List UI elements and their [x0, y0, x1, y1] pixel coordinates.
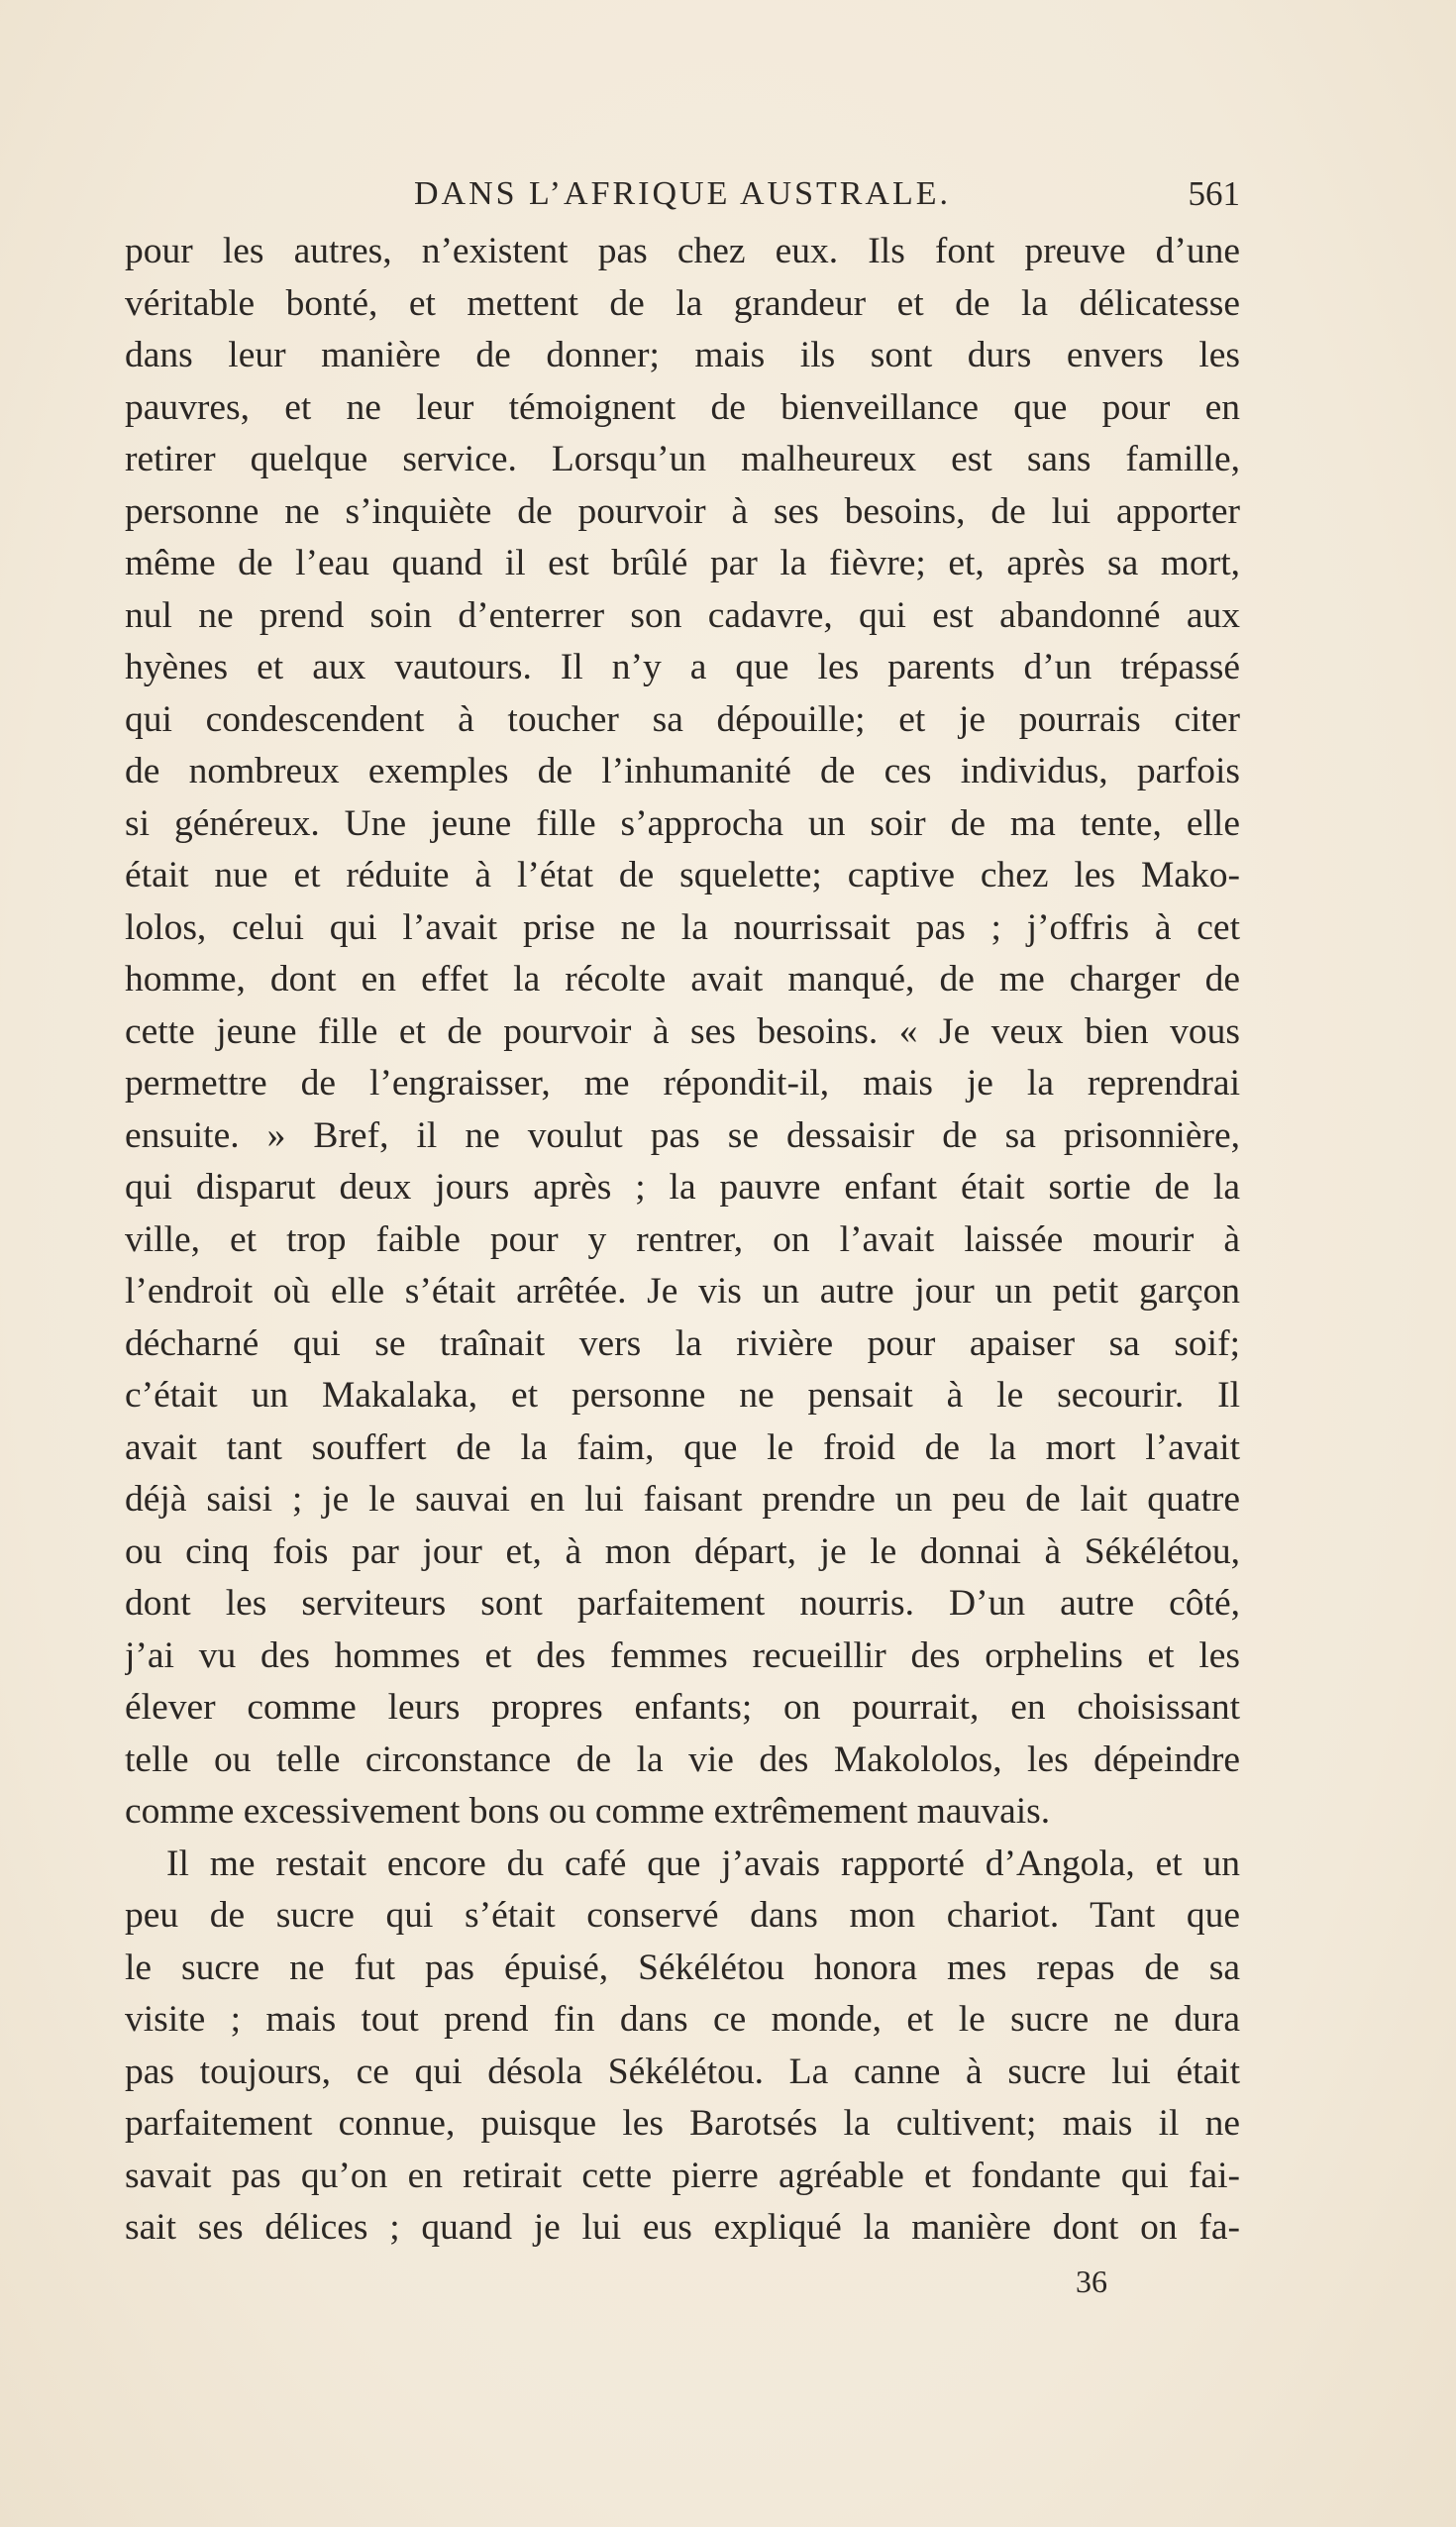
text-line: ville, et trop faible pour y rentrer, on l’avait laissée mourir à — [125, 1218, 1240, 1260]
text-line: retirer quelque service. Lorsqu’un malheureux est sans famille, — [125, 439, 1240, 479]
text-line: personne ne s’inquiète de pourvoir à ses besoins, de lui apporter — [125, 490, 1240, 532]
text-line: visite ; mais tout prend fin dans ce monde, et le sucre ne dura — [125, 1999, 1240, 2040]
text-line: dont les serviteurs sont parfaitement nourris. D’un autre côté, — [125, 1583, 1240, 1624]
text-line: parfaitement connue, puisque les Barotsés la cultivent; mais il ne — [125, 2103, 1240, 2144]
text-line: avait tant souffert de la faim, que le froid de la mort l’avait — [125, 1426, 1240, 1468]
text-line: peu de sucre qui s’était conservé dans mon chariot. Tant que — [125, 1895, 1240, 1936]
text-line: était nue et réduite à l’état de squelette; captive chez les Mako- — [125, 855, 1240, 895]
text-line: véritable bonté, et mettent de la grandeur et de la délicatesse — [125, 282, 1240, 324]
body-text — [125, 226, 1240, 2255]
running-head — [125, 170, 1240, 218]
text-line: homme, dont en effet la récolte avait manqué, de me charger de — [125, 959, 1240, 1000]
text-line: qui disparut deux jours après ; la pauvre enfant était sortie de la — [125, 1167, 1240, 1208]
text-line: le sucre ne fut pas épuisé, Sékélétou honora mes repas de sa — [125, 1947, 1240, 1988]
text-line: ou cinq fois par jour et, à mon départ, je le donnai à Sékélétou, — [125, 1530, 1240, 1572]
page-number: 561 — [1188, 174, 1240, 213]
text-line: dans leur manière de donner; mais ils sont durs envers les — [125, 335, 1240, 375]
text-line: de nombreux exemples de l’inhumanité de ces individus, parfois — [125, 751, 1240, 791]
running-title: DANS L’AFRIQUE AUSTRALE. — [413, 175, 952, 212]
text-line: telle ou telle circonstance de la vie des Makololos, les dépeindre — [125, 1738, 1240, 1780]
text-line: élever comme leurs propres enfants; on pourrait, en choisissant — [125, 1687, 1240, 1728]
text-line: qui condescendent à toucher sa dépouille; et je pourrais citer — [125, 698, 1240, 740]
text-line: sait ses délices ; quand je lui eus expliqué la manière dont on fa- — [125, 2207, 1240, 2248]
text-line: l’endroit où elle s’était arrêtée. Je vis un autre jour un petit garçon — [125, 1271, 1240, 1312]
text-line: savait pas qu’on en retirait cette pierre agréable et fondante qui fai- — [125, 2155, 1240, 2196]
text-line: si généreux. Une jeune fille s’approcha un soir de ma tente, elle — [125, 802, 1240, 844]
text-line: c’était un Makalaka, et personne ne pensait à le secourir. Il — [125, 1375, 1240, 1416]
text-line: décharné qui se traînait vers la rivière pour apaiser sa soif; — [125, 1322, 1240, 1364]
text-line: lolos, celui qui l’avait prise ne la nourrissait pas ; j’offris à cet — [125, 906, 1240, 948]
text-line: cette jeune fille et de pourvoir à ses besoins. « Je veux bien vous — [125, 1010, 1240, 1052]
text-line: pas toujours, ce qui désola Sékélétou. La canne à sucre lui était — [125, 2051, 1240, 2092]
printer-signature-mark: 36 — [1076, 2264, 1107, 2299]
text-line: hyènes et aux vautours. Il n’y a que les parents d’un trépassé — [125, 647, 1240, 687]
paragraph-start-line: Il me restait encore du café que j’avais rapporté d’Angola, et un — [166, 1843, 1240, 1884]
text-line: j’ai vu des hommes et des femmes recueillir des orphelins et les — [125, 1634, 1240, 1676]
text-line: déjà saisi ; je le sauvai en lui faisant prendre un peu de lait quatre — [125, 1479, 1240, 1520]
text-line: même de l’eau quand il est brûlé par la fièvre; et, après sa mort, — [125, 543, 1240, 583]
text-line: permettre de l’engraisser, me répondit-il, mais je la reprendrai — [125, 1063, 1240, 1104]
text-line: nul ne prend soin d’enterrer son cadavre, qui est abandonné aux — [125, 594, 1240, 636]
text-line: pour les autres, n’existent pas chez eux. Ils font preuve d’une — [125, 231, 1240, 271]
paragraph-end-line: comme excessivement bons ou comme extrêmement mauvais. — [125, 1791, 1051, 1832]
text-line: pauvres, et ne leur témoignent de bienveillance que pour en — [125, 386, 1240, 428]
text-line: ensuite. » Bref, il ne voulut pas se dessaisir de sa prisonnière, — [125, 1114, 1240, 1156]
